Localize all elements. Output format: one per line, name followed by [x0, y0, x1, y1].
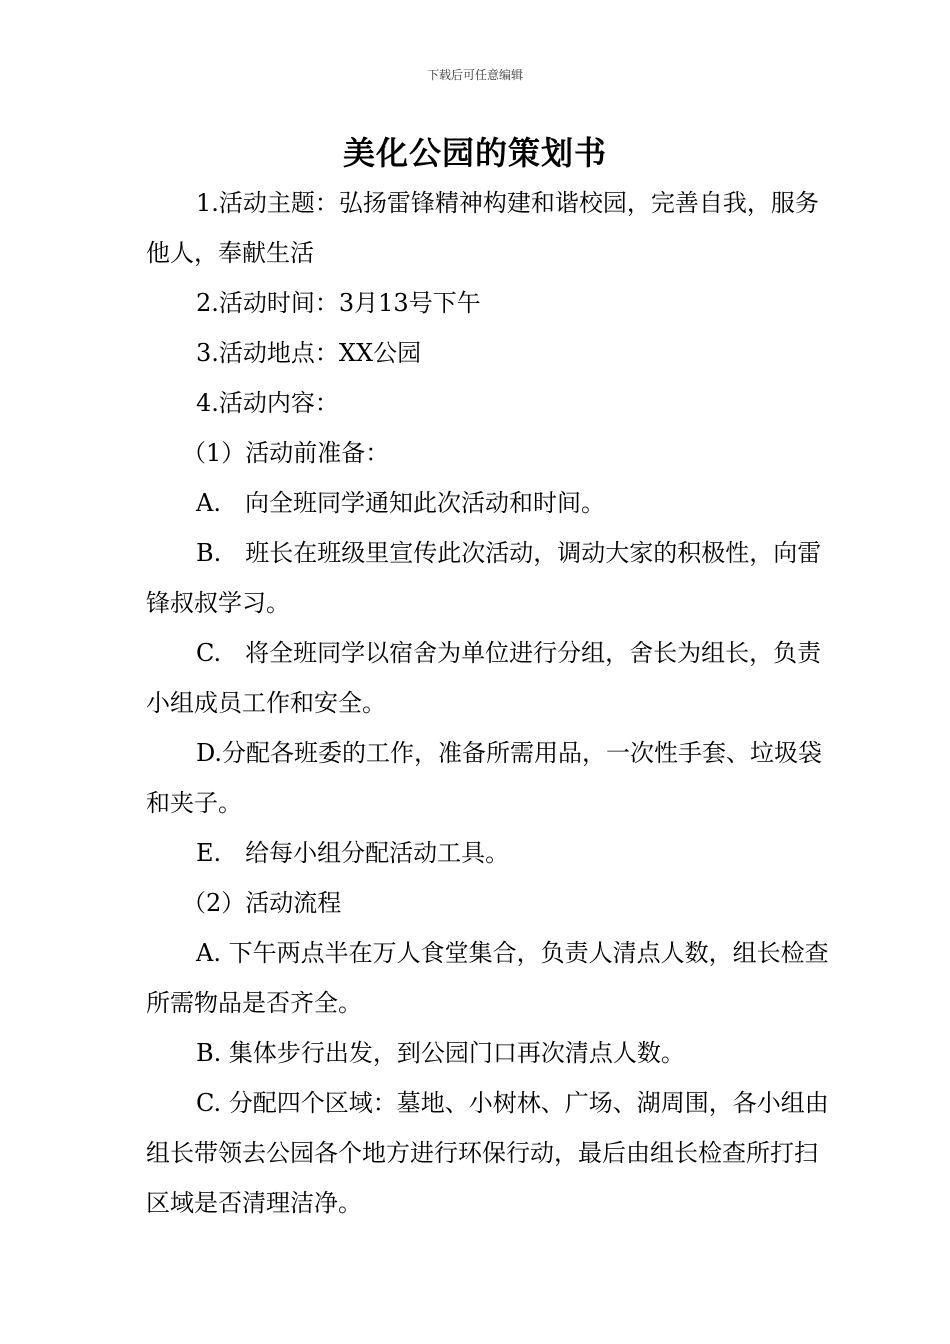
item-label: E. — [196, 839, 222, 867]
item-text: 分配四个区域：墓地、小树林、广场、湖周围，各小组由组长带领去公园各个地方进行环保行动，最后由组长检查所打扫区域是否清理洁净。 — [146, 1089, 829, 1217]
document-body — [146, 178, 836, 1228]
item-label: B. — [196, 539, 222, 567]
paragraph-flow-c — [146, 1078, 836, 1228]
item-label: C. — [196, 1089, 222, 1117]
item-text: 班长在班级里宣传此次活动，调动大家的积极性，向雷锋叔叔学习。 — [146, 539, 822, 617]
paragraph-prep-e — [146, 828, 836, 878]
item-label: C. — [196, 639, 222, 667]
document-title: 美化公园的策划书 — [342, 134, 607, 172]
header-note: 下载后可任意编辑 — [426, 68, 523, 82]
paragraph-prep-c — [146, 628, 836, 728]
item-text: 下午两点半在万人食堂集合，负责人清点人数，组长检查所需物品是否齐全。 — [146, 939, 829, 1017]
item-label: B. — [196, 1039, 222, 1067]
paragraph-time: 2.活动时间：3月13号下午 — [196, 289, 481, 317]
item-label: A. — [196, 939, 221, 967]
paragraph-content: 4.活动内容： — [196, 389, 339, 417]
paragraph-flow-a — [146, 928, 836, 1028]
paragraph-flow-heading: （2）活动流程 — [182, 889, 342, 917]
paragraph-flow-b — [146, 1028, 836, 1078]
item-text: 集体步行出发，到公园门口再次清点人数。 — [228, 1039, 685, 1067]
paragraph-theme: 1.活动主题：弘扬雷锋精神构建和谐校园，完善自我，服务他人，奉献生活 — [146, 189, 819, 267]
item-text: 给每小组分配活动工具。 — [245, 839, 510, 867]
paragraph-prep-b — [146, 528, 836, 628]
item-text: 向全班同学通知此次活动和时间。 — [244, 489, 605, 517]
paragraph-place: 3.活动地点：XX公园 — [196, 339, 422, 367]
item-text: 将全班同学以宿舍为单位进行分组，舍长为组长，负责小组成员工作和安全。 — [146, 639, 822, 717]
paragraph-prep-a — [146, 478, 836, 528]
paragraph-prep-heading: （1）活动前准备： — [182, 439, 390, 467]
paragraph-prep-d: D.分配各班委的工作，准备所需用品，一次性手套、垃圾袋和夹子。 — [146, 739, 823, 817]
item-label: A. — [196, 489, 221, 517]
